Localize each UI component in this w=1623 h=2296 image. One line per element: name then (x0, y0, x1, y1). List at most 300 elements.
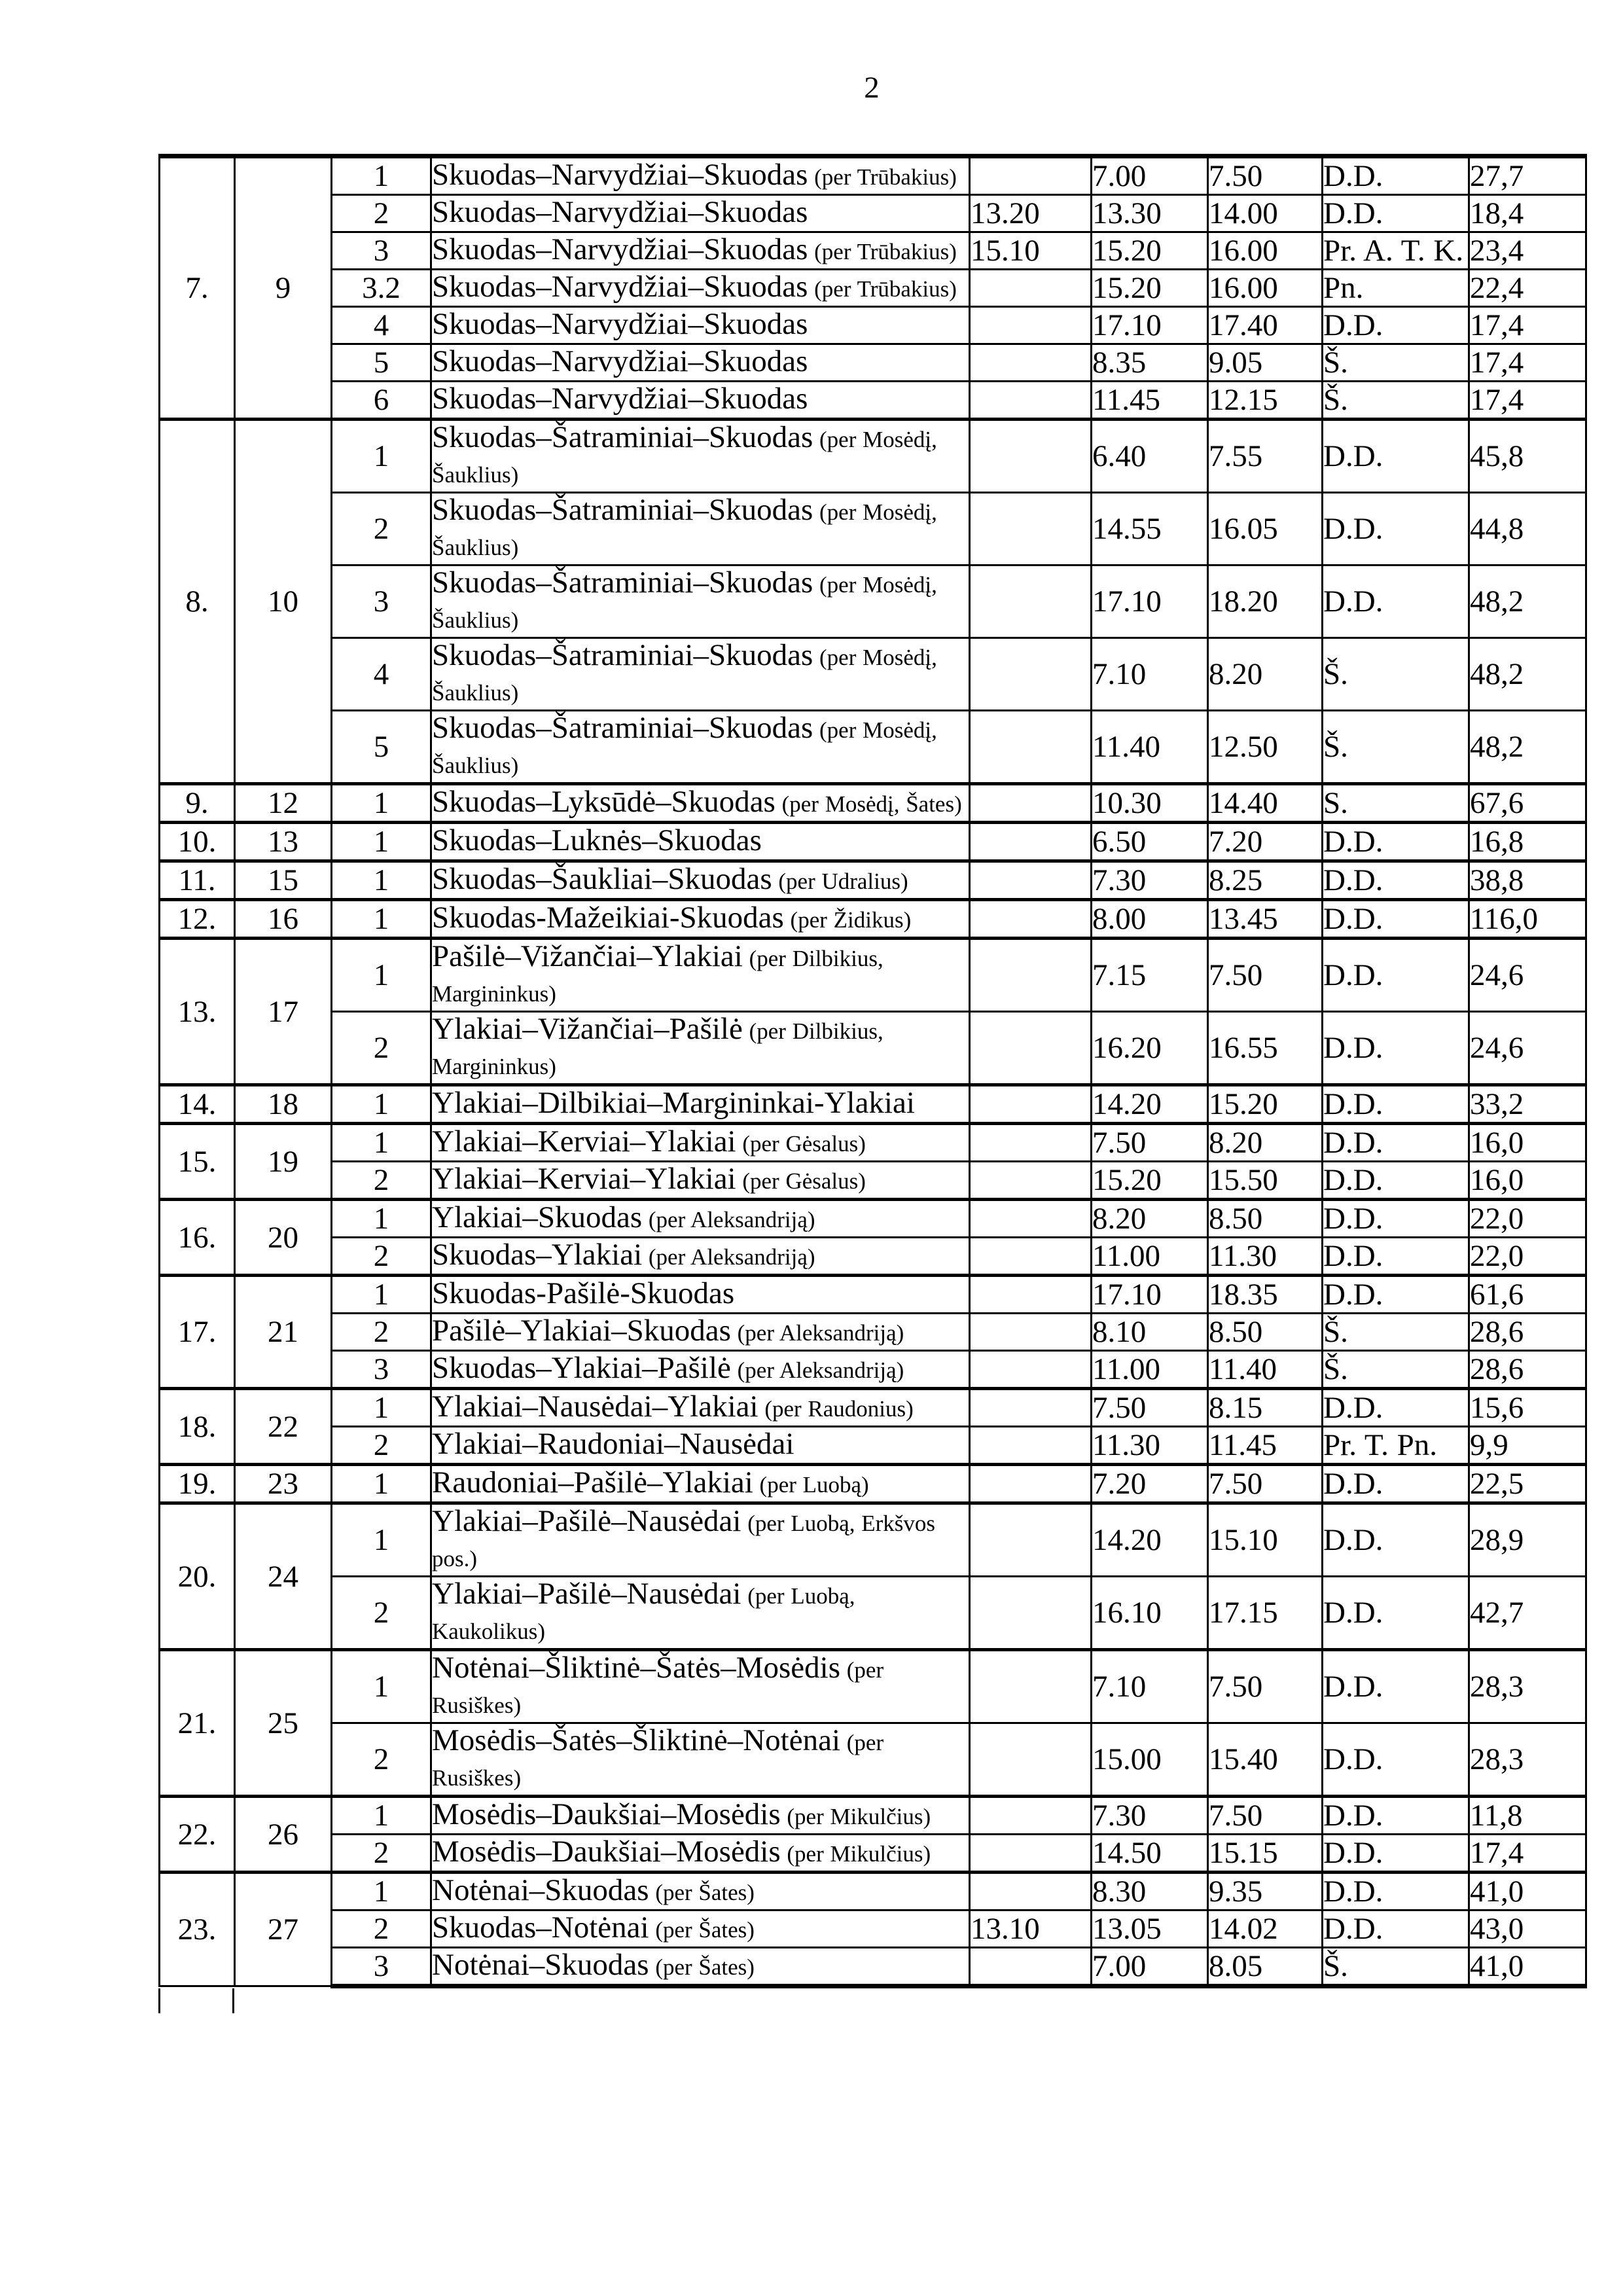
departure-time-cell: 7.15 (1092, 939, 1208, 1012)
arrival-time-cell: 7.20 (1208, 823, 1323, 861)
route-name-cell (431, 1427, 970, 1465)
trip-row (160, 344, 1586, 382)
trip-number-cell: 3 (332, 232, 431, 270)
trip-row (160, 1910, 1586, 1948)
route-number-cell: 15 (235, 861, 332, 900)
days-cell: D.D. (1323, 1465, 1469, 1503)
route-name: Notėnai–Skuodas (432, 1948, 649, 1982)
days-cell: Pr. A. T. K. (1323, 232, 1469, 270)
timetable-body (160, 156, 1586, 1986)
trip-number-cell: 2 (332, 1162, 431, 1200)
trip-number-cell: 1 (332, 1797, 431, 1835)
extra-time-cell (970, 900, 1092, 939)
distance-cell: 24,6 (1469, 1012, 1586, 1085)
page-number: 2 (864, 71, 880, 105)
route-order-cell: 10. (160, 823, 235, 861)
route-via-note: (per Gėsalus) (736, 1131, 866, 1157)
route-via-note: (per Aleksandriją) (642, 1244, 815, 1270)
days-cell: Š. (1323, 344, 1469, 382)
trip-row (160, 1314, 1586, 1351)
trip-row (160, 382, 1586, 420)
days-cell: D.D. (1323, 1797, 1469, 1835)
route-name: Skuodas–Narvydžiai–Skuodas (432, 344, 808, 378)
route-name-cell (431, 1200, 970, 1238)
route-via-note: (per Luobą, Erkšvos pos.) (432, 1511, 936, 1571)
days-cell: Pn. (1323, 270, 1469, 307)
trip-number-cell: 3 (332, 1351, 431, 1389)
extra-time-cell (970, 1503, 1092, 1577)
extra-time-cell (970, 1948, 1092, 1986)
route-name: Mosėdis–Daukšiai–Mosėdis (432, 1797, 781, 1831)
trip-number-cell: 1 (332, 1650, 431, 1723)
route-name-cell (431, 232, 970, 270)
trip-number-cell: 2 (332, 1012, 431, 1085)
days-cell: D.D. (1323, 861, 1469, 900)
extra-time-cell (970, 307, 1092, 344)
trip-number-cell: 5 (332, 344, 431, 382)
distance-cell: 17,4 (1469, 1835, 1586, 1873)
trip-number-cell: 3.2 (332, 270, 431, 307)
arrival-time-cell: 14.40 (1208, 784, 1323, 823)
route-name-cell (431, 1085, 970, 1124)
arrival-time-cell: 8.20 (1208, 1124, 1323, 1162)
distance-cell: 17,4 (1469, 382, 1586, 420)
trip-row (160, 1577, 1586, 1650)
trip-row (160, 823, 1586, 861)
route-order-cell: 20. (160, 1503, 235, 1650)
route-number-cell: 16 (235, 900, 332, 939)
arrival-time-cell: 11.30 (1208, 1238, 1323, 1276)
departure-time-cell: 15.20 (1092, 232, 1208, 270)
route-name-cell (431, 1238, 970, 1276)
distance-cell: 16,0 (1469, 1162, 1586, 1200)
bus-timetable (158, 154, 1587, 1988)
distance-cell: 67,6 (1469, 784, 1586, 823)
trip-row (160, 1085, 1586, 1124)
distance-cell: 48,2 (1469, 638, 1586, 711)
route-number-cell: 9 (235, 156, 332, 420)
route-number-cell: 10 (235, 420, 332, 784)
distance-cell: 38,8 (1469, 861, 1586, 900)
extra-time-cell (970, 1314, 1092, 1351)
departure-time-cell: 15.20 (1092, 1162, 1208, 1200)
trip-row (160, 156, 1586, 195)
route-name: Skuodas–Narvydžiai–Skuodas (432, 307, 808, 341)
route-name: Pašilė–Vižančiai–Ylakiai (432, 939, 743, 973)
route-name-cell (431, 861, 970, 900)
route-order-cell: 17. (160, 1276, 235, 1389)
trip-row (160, 1650, 1586, 1723)
route-name: Skuodas–Narvydžiai–Skuodas (432, 382, 808, 416)
trip-row (160, 784, 1586, 823)
days-cell: D.D. (1323, 1085, 1469, 1124)
extra-time-cell (970, 156, 1092, 195)
days-cell: D.D. (1323, 493, 1469, 565)
route-via-note: (per Luobą, Kaukolikus) (432, 1583, 855, 1644)
extra-time-cell (970, 1085, 1092, 1124)
route-via-note: (per Mosėdį, Šauklius) (432, 427, 937, 488)
distance-cell: 28,6 (1469, 1351, 1586, 1389)
route-name: Skuodas-Mažeikiai-Skuodas (432, 901, 784, 935)
route-via-note: (per Rusiškes) (432, 1730, 884, 1791)
trip-number-cell: 2 (332, 1723, 431, 1797)
days-cell: D.D. (1323, 1200, 1469, 1238)
arrival-time-cell: 15.10 (1208, 1503, 1323, 1577)
route-via-note: (per Raudonius) (758, 1396, 914, 1422)
arrival-time-cell: 12.15 (1208, 382, 1323, 420)
arrival-time-cell: 15.20 (1208, 1085, 1323, 1124)
extra-time-cell (970, 1835, 1092, 1873)
departure-time-cell: 14.20 (1092, 1503, 1208, 1577)
trip-number-cell: 3 (332, 565, 431, 638)
route-name-cell (431, 1797, 970, 1835)
extra-time-cell (970, 270, 1092, 307)
arrival-time-cell: 7.50 (1208, 1797, 1323, 1835)
arrival-time-cell: 9.35 (1208, 1873, 1323, 1910)
departure-time-cell: 8.30 (1092, 1873, 1208, 1910)
trip-number-cell: 2 (332, 1427, 431, 1465)
route-number-cell: 20 (235, 1200, 332, 1276)
route-via-note: (per Mosėdį, Šauklius) (432, 645, 937, 706)
arrival-time-cell: 16.55 (1208, 1012, 1323, 1085)
days-cell: D.D. (1323, 1276, 1469, 1314)
trip-number-cell: 1 (332, 1503, 431, 1577)
route-name: Ylakiai–Nausėdai–Ylakiai (432, 1390, 758, 1424)
trip-row (160, 1200, 1586, 1238)
days-cell: D.D. (1323, 1835, 1469, 1873)
extra-time-cell (970, 1389, 1092, 1427)
route-number-cell: 17 (235, 939, 332, 1085)
trip-number-cell: 1 (332, 823, 431, 861)
arrival-time-cell: 8.50 (1208, 1314, 1323, 1351)
route-name: Skuodas–Šatraminiai–Skuodas (432, 493, 813, 527)
route-name: Skuodas–Notėnai (432, 1910, 649, 1945)
days-cell: D.D. (1323, 1910, 1469, 1948)
extra-time-cell (970, 1873, 1092, 1910)
arrival-time-cell: 8.05 (1208, 1948, 1323, 1986)
trip-row (160, 270, 1586, 307)
distance-cell: 45,8 (1469, 420, 1586, 493)
route-order-cell: 15. (160, 1124, 235, 1200)
route-via-note: (per Gėsalus) (736, 1168, 866, 1194)
route-via-note: (per Šates) (649, 1917, 755, 1943)
trip-row (160, 1162, 1586, 1200)
trip-row (160, 420, 1586, 493)
route-number-cell: 24 (235, 1503, 332, 1650)
extra-time-cell (970, 861, 1092, 900)
trip-row (160, 1797, 1586, 1835)
route-order-cell: 12. (160, 900, 235, 939)
route-via-note: (per Mikulčius) (780, 1841, 931, 1867)
route-name-cell (431, 1910, 970, 1948)
days-cell: D.D. (1323, 939, 1469, 1012)
days-cell: D.D. (1323, 823, 1469, 861)
distance-cell: 42,7 (1469, 1577, 1586, 1650)
arrival-time-cell: 14.00 (1208, 195, 1323, 232)
departure-time-cell: 14.50 (1092, 1835, 1208, 1873)
trip-number-cell: 1 (332, 1389, 431, 1427)
route-via-note: (per Trūbakius) (808, 164, 957, 190)
departure-time-cell: 17.10 (1092, 307, 1208, 344)
days-cell: D.D. (1323, 1162, 1469, 1200)
extra-time-cell (970, 1351, 1092, 1389)
arrival-time-cell: 18.20 (1208, 565, 1323, 638)
route-via-note: (per Aleksandriją) (642, 1207, 815, 1232)
route-name-cell (431, 307, 970, 344)
extra-time-cell (970, 1465, 1092, 1503)
trip-row (160, 1723, 1586, 1797)
distance-cell: 16,8 (1469, 823, 1586, 861)
arrival-time-cell: 7.50 (1208, 1465, 1323, 1503)
days-cell: D.D. (1323, 900, 1469, 939)
trip-row (160, 1873, 1586, 1910)
days-cell: Š. (1323, 1351, 1469, 1389)
trip-row (160, 493, 1586, 565)
route-name-cell (431, 711, 970, 784)
trip-number-cell: 3 (332, 1948, 431, 1986)
route-number-cell: 19 (235, 1124, 332, 1200)
route-order-cell: 8. (160, 420, 235, 784)
route-name: Skuodas–Šatraminiai–Skuodas (432, 638, 813, 672)
table-col1-edge-artifact (232, 1988, 234, 2013)
extra-time-cell (970, 784, 1092, 823)
trip-row (160, 1012, 1586, 1085)
distance-cell: 15,6 (1469, 1389, 1586, 1427)
trip-row (160, 1465, 1586, 1503)
distance-cell: 41,0 (1469, 1873, 1586, 1910)
days-cell: S. (1323, 784, 1469, 823)
days-cell: Š. (1323, 711, 1469, 784)
route-name: Skuodas–Lyksūdė–Skuodas (432, 785, 776, 819)
days-cell: Š. (1323, 1314, 1469, 1351)
distance-cell: 28,3 (1469, 1723, 1586, 1797)
route-via-note: (per Dilbikius, Margininkus) (432, 1018, 883, 1079)
distance-cell: 41,0 (1469, 1948, 1586, 1986)
route-name-cell (431, 1276, 970, 1314)
arrival-time-cell: 9.05 (1208, 344, 1323, 382)
route-name-cell (431, 493, 970, 565)
departure-time-cell: 7.30 (1092, 861, 1208, 900)
departure-time-cell: 7.10 (1092, 1650, 1208, 1723)
route-name: Ylakiai–Dilbikiai–Margininkai-Ylakiai (432, 1086, 915, 1120)
arrival-time-cell: 8.20 (1208, 638, 1323, 711)
route-via-note: (per Mosėdį, Šauklius) (432, 572, 937, 633)
route-via-note: (per Mosėdį, Šates) (775, 791, 962, 817)
route-via-note: (per Šates) (649, 1954, 755, 1980)
departure-time-cell: 7.50 (1092, 1124, 1208, 1162)
days-cell: D.D. (1323, 1873, 1469, 1910)
days-cell: Š. (1323, 638, 1469, 711)
arrival-time-cell: 16.05 (1208, 493, 1323, 565)
departure-time-cell: 13.05 (1092, 1910, 1208, 1948)
trip-number-cell: 2 (332, 1238, 431, 1276)
distance-cell: 11,8 (1469, 1797, 1586, 1835)
days-cell: D.D. (1323, 1012, 1469, 1085)
trip-number-cell: 2 (332, 1314, 431, 1351)
arrival-time-cell: 7.50 (1208, 1650, 1323, 1723)
route-name: Notėnai–Šliktinė–Šatės–Mosėdis (432, 1651, 841, 1685)
departure-time-cell: 11.40 (1092, 711, 1208, 784)
days-cell: D.D. (1323, 1503, 1469, 1577)
departure-time-cell: 16.10 (1092, 1577, 1208, 1650)
trip-number-cell: 6 (332, 382, 431, 420)
route-via-note: (per Mikulčius) (780, 1804, 931, 1829)
route-name-cell (431, 565, 970, 638)
route-number-cell: 21 (235, 1276, 332, 1389)
route-order-cell: 11. (160, 861, 235, 900)
trip-row (160, 565, 1586, 638)
route-number-cell: 13 (235, 823, 332, 861)
distance-cell: 28,9 (1469, 1503, 1586, 1577)
days-cell: D.D. (1323, 1238, 1469, 1276)
route-name: Skuodas–Narvydžiai–Skuodas (432, 195, 808, 229)
route-via-note: (per Aleksandriją) (730, 1357, 904, 1383)
route-name-cell (431, 1723, 970, 1797)
departure-time-cell: 10.30 (1092, 784, 1208, 823)
route-name: Skuodas–Narvydžiai–Skuodas (432, 158, 808, 192)
distance-cell: 17,4 (1469, 307, 1586, 344)
route-name-cell (431, 1162, 970, 1200)
route-name-cell (431, 638, 970, 711)
arrival-time-cell: 11.45 (1208, 1427, 1323, 1465)
trip-row (160, 638, 1586, 711)
route-via-note: (per Mosėdį, Šauklius) (432, 717, 937, 778)
arrival-time-cell: 16.00 (1208, 270, 1323, 307)
extra-time-cell (970, 1124, 1092, 1162)
route-name: Ylakiai–Raudoniai–Nausėdai (432, 1427, 794, 1461)
extra-time-cell (970, 1238, 1092, 1276)
trip-number-cell: 1 (332, 1085, 431, 1124)
extra-time-cell (970, 382, 1092, 420)
route-order-cell: 18. (160, 1389, 235, 1465)
departure-time-cell: 8.00 (1092, 900, 1208, 939)
distance-cell: 22,5 (1469, 1465, 1586, 1503)
departure-time-cell: 15.00 (1092, 1723, 1208, 1797)
distance-cell: 22,0 (1469, 1238, 1586, 1276)
route-name: Pašilė–Ylakiai–Skuodas (432, 1314, 731, 1348)
distance-cell: 9,9 (1469, 1427, 1586, 1465)
distance-cell: 48,2 (1469, 711, 1586, 784)
departure-time-cell: 16.20 (1092, 1012, 1208, 1085)
extra-time-cell (970, 1577, 1092, 1650)
table-left-edge-artifact (158, 1988, 160, 2013)
arrival-time-cell: 8.25 (1208, 861, 1323, 900)
route-order-cell: 19. (160, 1465, 235, 1503)
extra-time-cell (970, 1200, 1092, 1238)
departure-time-cell: 6.40 (1092, 420, 1208, 493)
trip-row (160, 1238, 1586, 1276)
distance-cell: 22,4 (1469, 270, 1586, 307)
trip-number-cell: 5 (332, 711, 431, 784)
route-via-note: (per Luobą) (753, 1472, 869, 1498)
distance-cell: 48,2 (1469, 565, 1586, 638)
route-name-cell (431, 1650, 970, 1723)
trip-row (160, 1124, 1586, 1162)
timetable-wrap (158, 154, 1587, 1988)
route-name-cell (431, 1351, 970, 1389)
departure-time-cell: 7.00 (1092, 156, 1208, 195)
distance-cell: 16,0 (1469, 1124, 1586, 1162)
distance-cell: 22,0 (1469, 1200, 1586, 1238)
trip-row (160, 711, 1586, 784)
arrival-time-cell: 15.50 (1208, 1162, 1323, 1200)
route-name: Ylakiai–Pašilė–Nausėdai (432, 1577, 741, 1611)
route-name-cell (431, 1873, 970, 1910)
route-via-note: (per Šates) (649, 1880, 755, 1905)
extra-time-cell (970, 939, 1092, 1012)
trip-row (160, 232, 1586, 270)
route-via-note: (per Rusiškes) (432, 1657, 884, 1718)
trip-row (160, 1276, 1586, 1314)
days-cell: D.D. (1323, 1577, 1469, 1650)
trip-number-cell: 1 (332, 1873, 431, 1910)
trip-number-cell: 1 (332, 784, 431, 823)
distance-cell: 23,4 (1469, 232, 1586, 270)
days-cell: Š. (1323, 382, 1469, 420)
departure-time-cell: 11.45 (1092, 382, 1208, 420)
arrival-time-cell: 17.40 (1208, 307, 1323, 344)
trip-number-cell: 2 (332, 1835, 431, 1873)
days-cell: D.D. (1323, 1723, 1469, 1797)
route-order-cell: 7. (160, 156, 235, 420)
route-order-cell: 21. (160, 1650, 235, 1797)
route-via-note: (per Dilbikius, Margininkus) (432, 946, 883, 1007)
route-name: Ylakiai–Vižančiai–Pašilė (432, 1012, 743, 1046)
arrival-time-cell: 7.55 (1208, 420, 1323, 493)
arrival-time-cell: 13.45 (1208, 900, 1323, 939)
route-name-cell (431, 1012, 970, 1085)
route-name: Raudoniai–Pašilė–Ylakiai (432, 1465, 753, 1499)
distance-cell: 24,6 (1469, 939, 1586, 1012)
route-name-cell (431, 1503, 970, 1577)
distance-cell: 28,6 (1469, 1314, 1586, 1351)
extra-time-cell: 15.10 (970, 232, 1092, 270)
distance-cell: 17,4 (1469, 344, 1586, 382)
route-name: Ylakiai–Pašilė–Nausėdai (432, 1504, 741, 1538)
distance-cell: 18,4 (1469, 195, 1586, 232)
route-name: Mosėdis–Šatės–Šliktinė–Notėnai (432, 1723, 841, 1757)
route-via-note: (per Trūbakius) (808, 239, 957, 264)
arrival-time-cell: 16.00 (1208, 232, 1323, 270)
extra-time-cell (970, 1012, 1092, 1085)
extra-time-cell (970, 1276, 1092, 1314)
days-cell: D.D. (1323, 565, 1469, 638)
departure-time-cell: 8.35 (1092, 344, 1208, 382)
route-name: Skuodas–Šatraminiai–Skuodas (432, 420, 813, 454)
arrival-time-cell: 14.02 (1208, 1910, 1323, 1948)
route-name: Skuodas–Narvydžiai–Skuodas (432, 232, 808, 266)
trip-number-cell: 1 (332, 1200, 431, 1238)
trip-number-cell: 2 (332, 1577, 431, 1650)
trip-number-cell: 1 (332, 861, 431, 900)
departure-time-cell: 7.20 (1092, 1465, 1208, 1503)
days-cell: D.D. (1323, 156, 1469, 195)
extra-time-cell (970, 638, 1092, 711)
extra-time-cell (970, 1427, 1092, 1465)
departure-time-cell: 6.50 (1092, 823, 1208, 861)
extra-time-cell (970, 711, 1092, 784)
departure-time-cell: 14.55 (1092, 493, 1208, 565)
trip-number-cell: 4 (332, 638, 431, 711)
route-name: Skuodas–Luknės–Skuodas (432, 823, 762, 857)
route-name-cell (431, 1948, 970, 1986)
route-via-note: (per Udralius) (772, 869, 908, 894)
route-order-cell: 22. (160, 1797, 235, 1873)
departure-time-cell: 13.30 (1092, 195, 1208, 232)
distance-cell: 44,8 (1469, 493, 1586, 565)
trip-number-cell: 2 (332, 1910, 431, 1948)
route-name-cell (431, 156, 970, 195)
